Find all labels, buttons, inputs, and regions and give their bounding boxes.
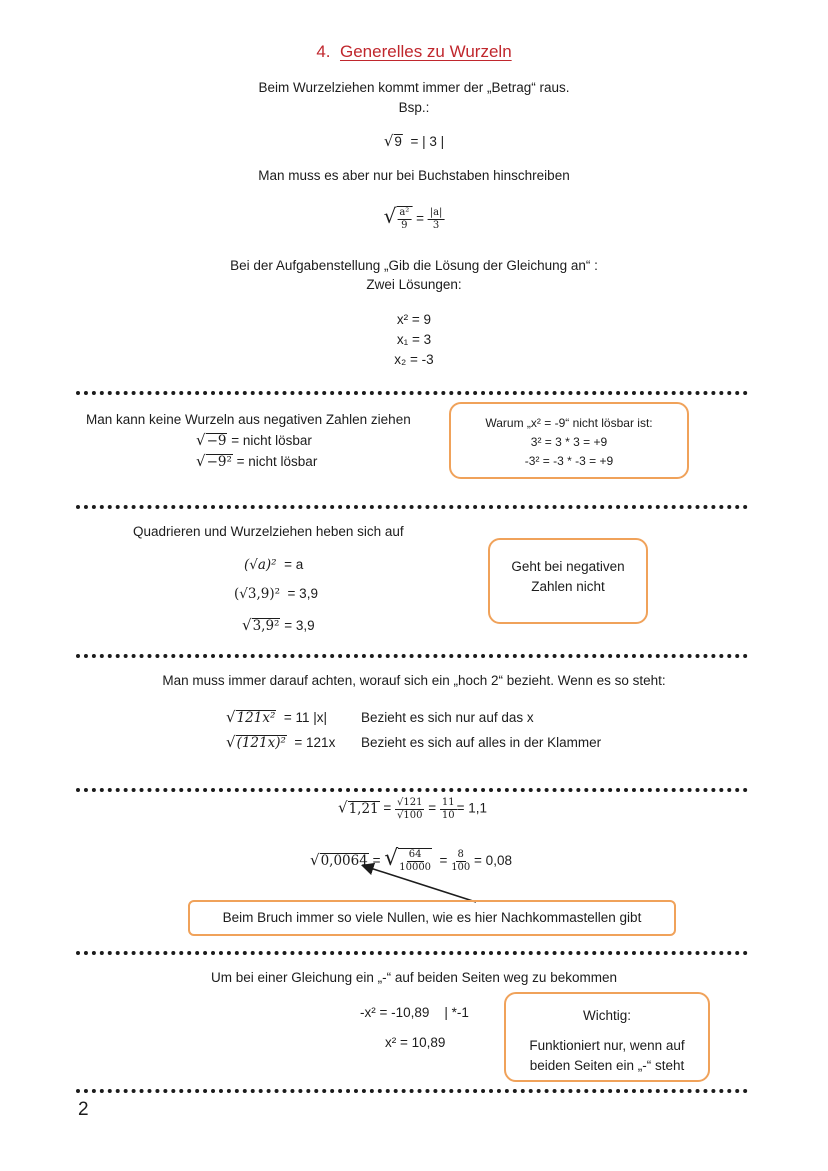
equation-pos: x² = 10,89 xyxy=(385,1035,446,1050)
equation-3: x₂ = -3 xyxy=(394,352,434,367)
radicand: 0,0064 xyxy=(320,853,368,869)
result: = 0,08 xyxy=(474,853,512,868)
denominator: 3 xyxy=(432,219,440,231)
radicand: 9 xyxy=(394,134,402,149)
result: = a xyxy=(284,557,304,572)
radicand: −9² xyxy=(206,454,232,470)
negative-roots-text: Man kann keine Wurzeln aus negativen Zahlen ziehen xyxy=(86,412,411,427)
box-title: Wichtig: xyxy=(582,1008,631,1023)
task-text: Bei der Aufgabenstellung „Gib die Lösung der Gleichung an“ : xyxy=(230,258,598,273)
operation: | *-1 xyxy=(444,1005,469,1020)
example-root-0-0064: √0,0064 = √ $\frac{64}{10000}$ = $\frac{8}{100}$ = 0,08 xyxy=(310,846,512,873)
radicand: 1,21 xyxy=(348,800,379,817)
zeros-note-box xyxy=(188,900,676,936)
page-number: 2 xyxy=(78,1099,89,1120)
numerator: 8 xyxy=(457,849,464,861)
denominator: 100 xyxy=(451,861,471,873)
divider xyxy=(76,1089,748,1093)
numerator: √121 xyxy=(397,797,423,808)
numerator: a² xyxy=(399,207,410,219)
radicand: −9 xyxy=(206,433,227,449)
box-line: Geht bei negativen xyxy=(511,559,625,574)
box-line: Zahlen nicht xyxy=(531,579,605,594)
result: = | 3 | xyxy=(410,134,445,149)
radicand: 121x² xyxy=(236,710,276,726)
box-line: Warum „x² = -9“ nicht lösbar ist: xyxy=(485,416,653,430)
two-solutions: Zwei Lösungen: xyxy=(366,277,462,292)
denominator: √100 xyxy=(397,809,423,821)
example-root-9: √9 = | 3 | xyxy=(383,132,445,150)
section-heading: Um bei einer Gleichung ein „-“ auf beiden Seiten weg zu bekommen xyxy=(211,970,617,985)
equation: -x² = -10,89 xyxy=(360,1005,430,1020)
equation-neg xyxy=(360,1005,469,1020)
result: = 1,1 xyxy=(456,800,488,816)
denominator: 9 xyxy=(401,219,408,231)
example-label: Bsp.: xyxy=(398,100,430,115)
note-2: Bezieht es sich auf alles in der Klammer xyxy=(361,735,602,750)
letters-note: Man muss es aber nur bei Buchstaben hinschreiben xyxy=(258,168,570,183)
title-number: 4. xyxy=(316,42,331,61)
expression: (√3,9)² xyxy=(234,586,281,602)
box-text: Beim Bruch immer so viele Nullen, wie es hier Nachkommastellen gibt xyxy=(222,910,642,925)
square-root-line-3: √3,9² = 3,9 xyxy=(242,616,315,634)
example-root-1-21: √1,21 = $\frac{√121}{√100}$ = $\frac{11}{10}$ = 1,1 xyxy=(338,797,488,821)
section-heading: Man muss immer darauf achten, worauf sich ein „hoch 2“ bezieht. Wenn es so steht: xyxy=(162,673,666,688)
result: = nicht lösbar xyxy=(231,433,312,448)
title-text: Generelles zu Wurzeln xyxy=(339,42,512,61)
result: = 3,9 xyxy=(287,586,318,601)
denominator: 10 xyxy=(441,809,455,821)
equation-2: x₁ = 3 xyxy=(396,332,432,347)
numerator: 11 xyxy=(441,797,455,808)
root-121x2: √121x² = 11 |x| xyxy=(226,708,328,726)
box-line: -3² = -3 * -3 = +9 xyxy=(524,454,614,468)
divider xyxy=(76,951,748,955)
result: = 3,9 xyxy=(284,618,315,633)
equation-1: x² = 9 xyxy=(396,312,432,327)
important-box xyxy=(504,992,710,1082)
result: = nicht lösbar xyxy=(236,454,318,469)
box-line: Funktioniert nur, wenn auf xyxy=(529,1038,685,1053)
radicand: (121x)² xyxy=(236,735,286,751)
box-line: beiden Seiten ein „-“ steht xyxy=(529,1058,685,1073)
note-1: Bezieht es sich nur auf das x xyxy=(361,710,534,725)
root-minus-9-squared: √−9² = nicht lösbar xyxy=(196,452,318,470)
intro-text: Beim Wurzelziehen kommt immer der „Betrag“ raus. xyxy=(258,80,570,95)
section-heading: Quadrieren und Wurzelziehen heben sich auf xyxy=(133,524,404,539)
result: = 11 |x| xyxy=(283,710,328,725)
numerator: 64 xyxy=(408,849,422,861)
result: = 121x xyxy=(294,735,336,750)
denominator: 10000 xyxy=(399,861,432,873)
expression: (√a)² xyxy=(244,557,277,573)
radicand: 3,9² xyxy=(252,618,280,634)
example-root-fraction: √ $\frac{\text{a²}}{9}$ = $\frac{|a|}{3}$ xyxy=(383,204,443,231)
root-121x-squared: √(121x)² = 121x xyxy=(226,733,336,751)
root-minus-9: √−9 = nicht lösbar xyxy=(196,431,312,449)
numerator: |a| xyxy=(429,207,443,219)
box-line: 3² = 3 * 3 = +9 xyxy=(530,435,608,449)
